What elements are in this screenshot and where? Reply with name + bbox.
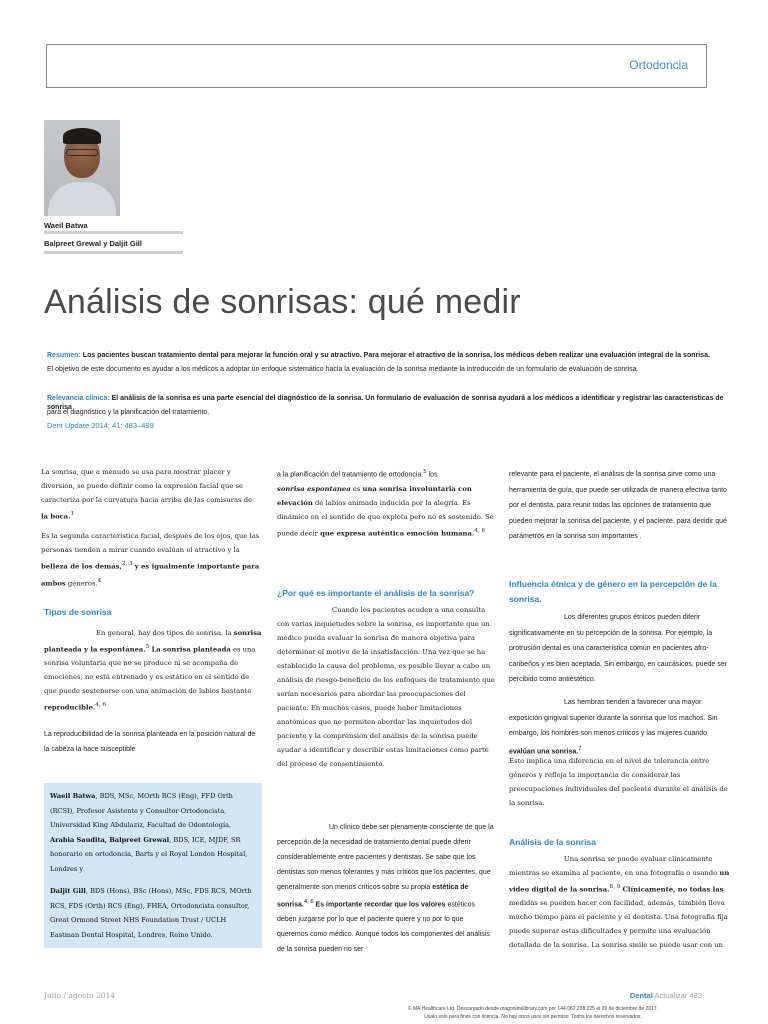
clinico-bold-1: estética de sonrisa.	[277, 884, 469, 909]
footer-journal	[630, 991, 702, 1000]
bio-name-2: Balpreet Grewal	[109, 835, 170, 844]
header-box	[46, 44, 707, 88]
intro-bold-1: la boca.	[41, 512, 71, 521]
bio-name-3: Daljit Gill	[50, 887, 86, 895]
ref-sup: 7	[578, 745, 582, 752]
analisis-text-2: medidas se pueden hacer con facilidad, además, también lleva mucho tiempo para el paciente y el dentista. Una fotografía fija puede superar estas dificultades y permite una evaluación detallada de la sonrisa. La sonrisa smile se puede usar con un	[509, 899, 728, 950]
bio-gill	[44, 884, 262, 942]
col2-bold-3: que expresa auténtica emoción humana.	[320, 529, 475, 538]
intro-paragraph-2	[41, 529, 261, 590]
clinico-paragraph	[277, 820, 495, 957]
footer-copyright	[333, 1005, 733, 1021]
clinico-bold-2: Es importante recordar que los valores	[315, 901, 446, 909]
intro-text-3: géneros.	[67, 578, 98, 587]
bio-cred-1: , BDS, MSc, MOrth RCS (Eng), FFD Orth (RCSI), Profesor Asistente y Consultor Ortodoncista, Universidad King Abdulaziz, Facultad de Odontología,	[50, 792, 233, 829]
col2-text-rest: de labios animada inducida por la alegría. Es dinámico en el sentido de que explota pero no es sostenido. Se puede decir	[277, 499, 494, 538]
heading-analisis: Análisis de la sonrisa	[509, 837, 596, 847]
intro-bold-2: belleza de los demás,	[41, 562, 122, 571]
column-2-clinico	[277, 820, 495, 957]
analisis-bold-2: Clínicamente, no todas las	[622, 885, 724, 894]
ref-sup: 4, 6	[303, 899, 314, 905]
bio-country: Arabia Saudita,	[50, 835, 108, 844]
ref-sup: 4	[97, 577, 102, 584]
author-bio-box	[44, 783, 262, 948]
author-hair	[63, 128, 101, 144]
coauthors: Balpreet Grewal y Daljit Gill	[44, 239, 142, 248]
author-shirt	[48, 182, 116, 216]
clinico-text-2: estéticos deben juzgarse por lo que el paciente quiere y no por lo que queremos como médico. Aunque todos los componentes del análisis de la sonrisa pueden no ser	[277, 901, 490, 954]
tipos-paragraph	[44, 626, 262, 715]
heading-por-que: ¿Por qué es importante el análisis de la sonrisa?	[277, 588, 475, 598]
author-name: Waeil Batwa	[44, 221, 88, 230]
column-3-etnicos	[509, 610, 731, 688]
ref-sup: 5	[145, 644, 150, 650]
column-3-top: relevante para el paciente, el análisis de la sonrisa sirve como una herramienta de guía, que puede ser utilizada de manera efectiva tanto por el dentista, para reunir todas las opciones de tratamiento que pueden mejorar la sonrisa del paciente, y el paciente, para decidir qué parámetros en la sonrisa son importantes .	[509, 471, 727, 540]
tipos-bold-2: La sonrisa planteada	[151, 645, 231, 654]
relevancia-text: El análisis de la sonrisa es una parte esencial del diagnóstico de la sonrisa. Un formulario de evaluación de sonrisa ayudará a los médicos a identificar y registrar las características de sonrisa	[47, 395, 724, 411]
resumen-text: Los pacientes buscan tratamiento dental para mejorar la función oral y su atractivo. Para mejorar el atractivo de la sonrisa, los médicos deben realizar una evaluación integral de la sonrisa.	[82, 352, 710, 359]
author-glasses	[66, 149, 98, 156]
hembras-text: Las hembras tienden a favorecer una mayor exposición gingival superior durante la sonrisa que los machos. Sin embargo, los hombres son menos críticos y las mujeres cuando	[509, 699, 718, 737]
ref-sup: 5	[423, 469, 427, 475]
analisis-paragraph	[509, 852, 731, 952]
column-3-implica: Esto implica una diferencia en el nivel de tolerancia entre géneros y refleja la importancia de considerar las preocupaciones individuales del paciente durante el análisis de la sonrisa.	[509, 757, 728, 807]
abstract-relevancia-2: para el diagnóstico y la planificación del tratamiento.	[47, 409, 210, 416]
section-label: Ortodoncia	[629, 58, 688, 72]
resumen-label: Resumen:	[47, 352, 81, 359]
copyright-line-1: © MA Healthcare Ltd. Descargado desde magonlinelibrary.com por 144.082.238.225 el 29 de diciembre de 2017.	[407, 1006, 659, 1012]
ref-sup: 1	[70, 511, 75, 517]
tipos-text-1: En general, hay dos tipos de sonrisa, la	[96, 629, 232, 637]
relevancia-label: Relevancia clínica:	[47, 395, 110, 402]
tipos-text-2: es una sonrisa voluntaria que no se produce ni se acompaña de emociones; no está entrenado y es estático en el sentido de que puede sostenerse con una animación de labios bastante	[44, 645, 256, 696]
coauthor-divider	[44, 251, 183, 254]
hembras-bold: evalúan una sonrisa.	[509, 747, 579, 755]
ref-sup: 2, 3	[121, 561, 133, 568]
abstract-resumen	[47, 351, 727, 360]
column-3-analisis	[509, 852, 731, 952]
author-photo	[44, 120, 120, 216]
ref-sup: 4, 6	[474, 528, 486, 535]
ref-sup: 8, 9	[609, 884, 621, 890]
footer-date: Julio / agosto 2014	[44, 991, 116, 1000]
col2-text-top: a la planificación del tratamiento de ortodoncia.	[277, 471, 424, 479]
col2-bold-1: sonrisa espontanea	[277, 485, 351, 494]
col2-text-mid: es	[352, 485, 361, 494]
author-divider	[44, 231, 183, 234]
hembras-paragraph	[509, 695, 731, 759]
heading-influencia: Influencia étnica y de género en la percepción de la sonrisa.	[509, 579, 717, 604]
ref-sup: 4, 6	[95, 702, 107, 709]
column-2-por-que	[277, 603, 495, 771]
por-que-paragraph: Cuando los pacientes acuden a una consulta con varias inquietudes sobre la sonrisa, es importante que un médico pueda evaluar la sonrisa de manera objetiva para determinar el motivo de la insatisfacción. Una vez que se ha establecido la causa del problema, es posible llevar a cabo un análisis de riesgo-beneficio de los enfoques de tratamiento que serían necesarios para abordar las preocupaciones del paciente. En muchos casos, puede haber limitaciones anatómicas que no permiten abordar las inquietudes del paciente y la comprensión del análisis de la sonrisa puede ayudar a identificar y describir estas limitaciones como parte del proceso de consentimiento.	[277, 606, 495, 768]
copyright-line-2: Usalo solo para fines con licencia. No hay otros usos sin permiso. Todos los derechos reservados.	[424, 1014, 642, 1020]
intro-bold-3: y es igualmente importante para ambos	[41, 562, 260, 587]
bio-cred-3: , BDS (Hons), BSc (Hons), MSc, FDS RCS, MOrth RCS, FDS (Orth) RCS (Eng), FHEA, Ortodoncista consultor, Great Ormond Street NHS Foundation Trust / UCLH Eastman Dental Hospital, Londres, Reino Unido.	[50, 887, 252, 939]
footer-brand: Dental	[629, 991, 653, 1000]
bio-batwa	[44, 783, 262, 876]
intro-text-2: Es la segunda característica facial, después de los ojos, que las personas tienden a mirar cuando evalúan el atractivo y la	[41, 532, 260, 555]
bio-name-1: Waeil Batwa	[50, 792, 96, 800]
col2-los: los	[428, 471, 438, 479]
col2-bold-2: una sonrisa involuntaria con elevación	[277, 485, 472, 508]
clinico-text: Un clínico debe ser plenamente consciente de que la percepción de la necesidad de tratamiento dental puede diferir considerablemente entre pacientes y dentistas. Se sabe que los dentistas son menos tolerantes y más críticos que los pacientes, que generalmente son menos críticos sobre su propia	[277, 824, 494, 891]
tipos-bold-1: sonrisa planteada y la espontánea.	[44, 629, 262, 654]
column-1-tipos	[44, 626, 262, 715]
column-1-intro	[41, 465, 261, 590]
abstract-resumen-2: El objetivo de este documento es ayudar a los médicos a adoptar un enfoque sistemático hacia la evaluación de la sonrisa mediante la introducción de un formulario de evaluación de sonrisa.	[47, 366, 639, 373]
tipos-bold-3: reproducible.	[44, 703, 96, 712]
bio-cred-2: , BDS, ICE, MJDF, SR honorario en ortodoncia, Barts y el Royal London Hospital, Londres y	[50, 835, 248, 873]
etnicos-paragraph: Los diferentes grupos étnicos pueden diferir significativamente en su percepción de la sonrisa. Por ejemplo, la protrusión dental es una característica común en pacientes afro-caribeños y es bien aceptada. Sin embargo, en caucásicos, puede ser percibido como antiestético.	[509, 614, 727, 683]
intro-text-1: La sonrisa, que a menudo se usa para mostrar placer y diversión, se puede definir como la expresión facial que se caracteriza por la curvatura hacia arriba de las comisuras de	[41, 468, 253, 504]
article-title: Análisis de sonrisas: qué medir	[44, 283, 521, 321]
heading-tipos: Tipos de sonrisa	[44, 607, 112, 617]
analisis-bold-1: un video digital de la sonrisa.	[509, 869, 730, 894]
column-1-reproducibilidad: La reproducibilidad de la sonrisa planteada en la posición natural de la cabeza la hace susceptible	[44, 731, 256, 753]
column-3-hembras	[509, 695, 731, 759]
citation: Dent Update 2014; 41: 483–489	[47, 421, 154, 430]
column-2-top	[277, 465, 495, 541]
col2-paragraph-1b	[277, 482, 495, 540]
footer-page: Actualizar 483	[654, 991, 702, 1000]
intro-paragraph-1	[41, 465, 261, 523]
col2-paragraph-1	[277, 465, 495, 482]
analisis-text-1: Una sonrisa se puede evaluar clínicamente mientras se examina al paciente, en una fotografía o usando	[509, 855, 718, 877]
